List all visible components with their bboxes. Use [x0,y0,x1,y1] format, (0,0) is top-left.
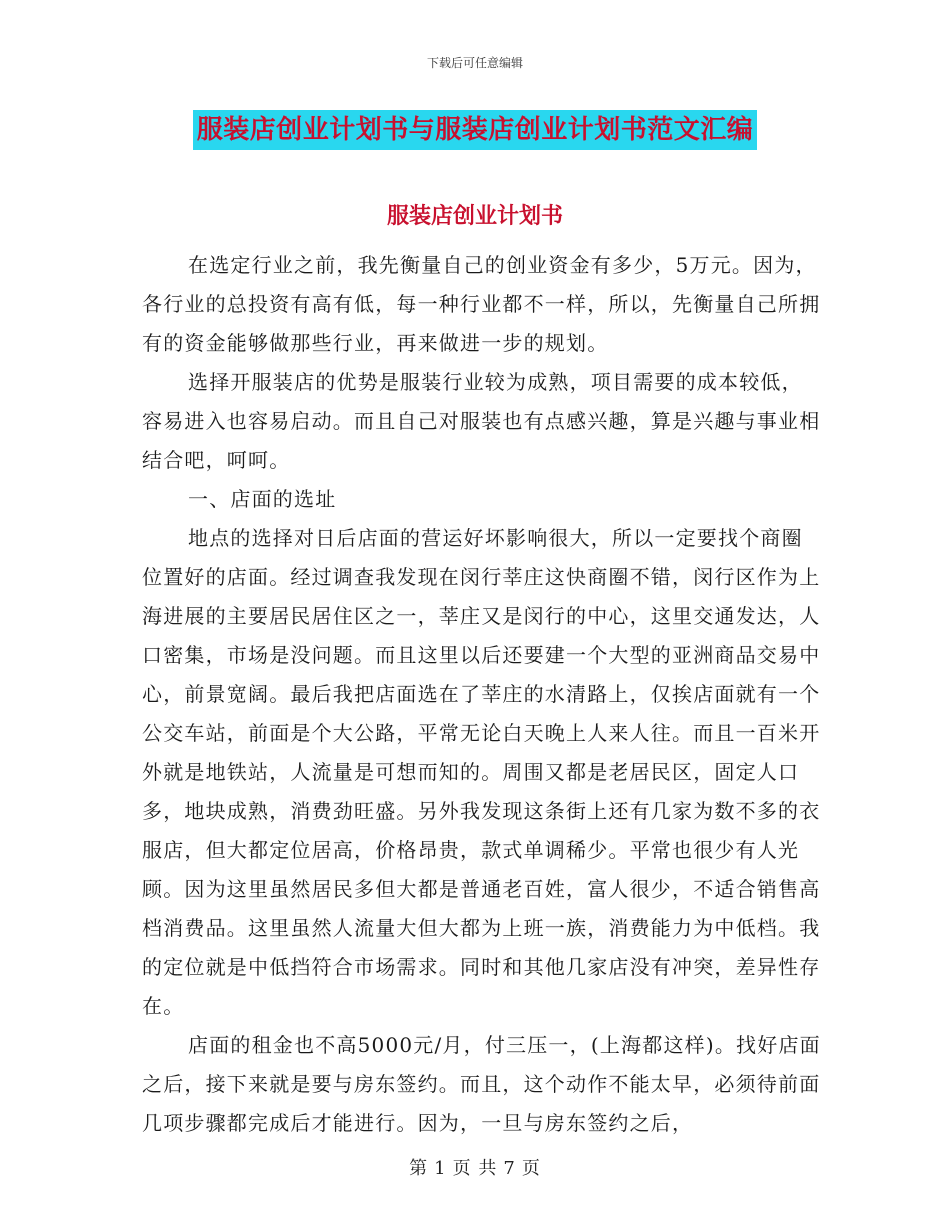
footer-prefix: 第 [409,1158,429,1179]
footer-total-pages: 7 [503,1158,516,1179]
section-title: 服装店创业计划书 [386,204,563,229]
paragraph: 在选定行业之前，我先衡量自己的创业资金有多少，5万元。因为，各行业的总投资有高有低，每一种行业都不一样，所以，先衡量自己所拥有的资金能够做那些行业，再来做进一步的规划。 [142,253,821,355]
document-body [142,246,822,1143]
paragraph: 选择开服装店的优势是服装行业较为成熟，项目需要的成本较低，容易进入也容易启动。而且自己对服装也有点感兴趣，算是兴趣与事业相结合吧，呵呵。 [142,370,821,472]
footer-page-number: 1 [434,1158,447,1179]
subheading: 一、店面的选址 [188,487,337,511]
paragraph: 地点的选择对日后店面的营运好坏影响很大，所以一定要找个商圈位置好的店面。经过调查我发现在闵行莘庄这快商圈不错，闵行区作为上海进展的主要居民居住区之一，莘庄又是闵行的中心，这里交通发达，人口密集，市场是没问题。而且这里以后还要建一个大型的亚洲商品交易中心，前景宽阔。最后我把店面选在了莘庄的水清路上，仅挨店面就有一个公交车站，前面是个大公路，平常无论白天晚上人来人往。而且一百米开外就是地铁站，人流量是可想而知的。周围又都是老居民区，固定人口多，地块成熟，消费劲旺盛。另外我发现这条街上还有几家为数不多的衣服店，但大都定位居高，价格昂贵，款式单调稀少。平常也很少有人光顾。因为这里虽然居民多但大都是普通老百姓，富人很少，不适合销售高档消费品。这里虽然人流量大但大都为上班一族，消费能力为中低档。我的定位就是中低挡符合市场需求。同时和其他几家店没有冲突，差异性存在。 [142,526,821,1018]
paragraph: 店面的租金也不高5000元/月，付三压一，(上海都这样)。找好店面之后，接下来就是要与房东签约。而且，这个动作不能太早，必须待前面几项步骤都完成后才能进行。因为，一旦与房东签约之后， [142,1033,821,1135]
page-footer [0,1154,950,1180]
page-header-note: 下载后可任意编辑 [426,56,523,70]
footer-mid: 页 共 [452,1158,498,1179]
document-title-block [0,110,950,150]
footer-suffix: 页 [521,1158,541,1179]
document-title: 服装店创业计划书与服装店创业计划书范文汇编 [193,110,758,150]
